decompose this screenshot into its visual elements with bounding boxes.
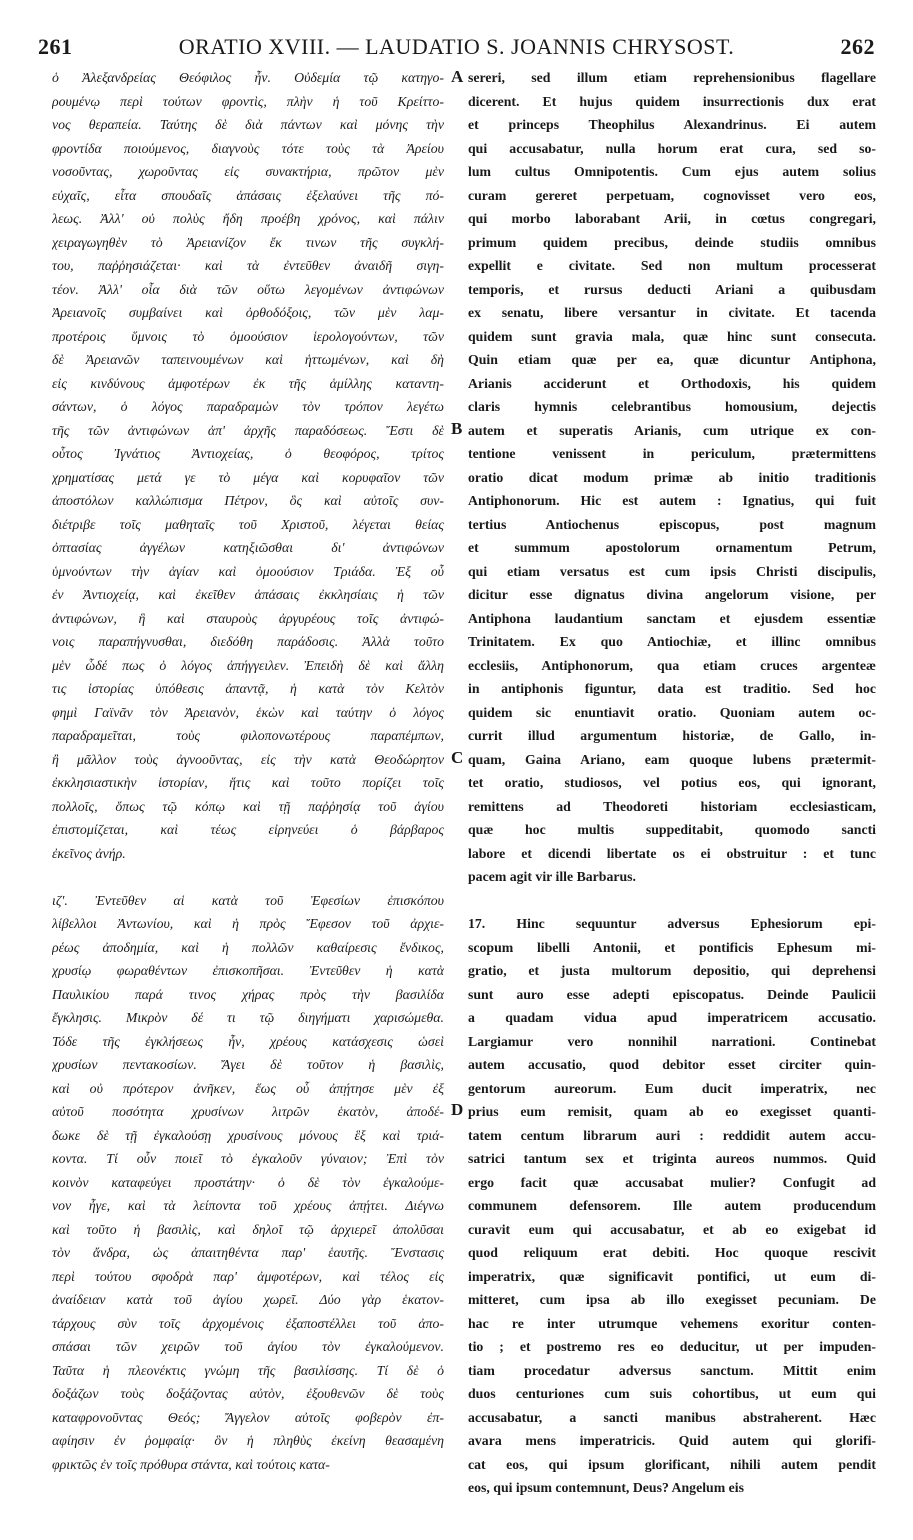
text-line: tertius Antiochenus episcopus, post magnum [468, 516, 876, 532]
text-line: καὶ οὐ πρότερον ἀνῆκεν, ἕως οὗ ἀπῄτησε μὲν ἐξ [52, 1080, 444, 1096]
text-line: χρυσίῳ φωραθέντων ἐπισκοπῆσαι. Ἐντεῦθεν ἡ κατὰ [52, 963, 444, 978]
text-line: oratio dicat modum primæ ab initio traditionis [468, 469, 876, 485]
text-line: κοινὸν καταφεύγει προστάτην· ὁ δὲ τὸν ἐγκαλούμε- [52, 1174, 444, 1190]
text-line: τάρχους σὺν τοῖς ἀρχομένοις ἐξαποστέλλει τοῦ ἀπο- [52, 1315, 444, 1331]
text-line: qui accusabatur, nulla horum erat cura, sed so- [468, 140, 876, 156]
text-line: Antiphonorum. Hic est autem : Ignatius, qui fuit [468, 493, 876, 508]
text-line: ex senatu, libere versantur in civitate. Et tacenda [468, 305, 876, 320]
text-line: gratio, et justa multorum depositio, qui deprehensi [468, 963, 876, 978]
text-line: ἐκκλησιαστικὴν ἱστορίαν, ἥτις καὶ τοῦτο πορίζει τοῖς [52, 775, 444, 790]
text-line: eos, qui ipsum contemnunt, Deus? Angelum eis [468, 1480, 744, 1495]
text-line: διέτριβε τοῖς μαθηταῖς τοῦ Χριστοῦ, λέγεται θείας [52, 516, 444, 532]
text-line: σάντων, ὁ λόγος παραδραμὼν τὸν τρόπον λεγέτω [52, 399, 444, 414]
text-line: του, παῤῥησιάζεται· καὶ τὰ ἐντεῦθεν ἀναιδῆ σιγη- [52, 258, 444, 273]
text-line: dicerent. Et hujus quidem insurrectionis dux erat [468, 93, 876, 109]
text-line: primum quidem precibus, deinde studiis omnibus [468, 234, 876, 250]
text-line: ecclesiis, Antiphonorum, qua etiam cruces argenteæ [468, 657, 876, 673]
text-line: δωκε δὲ τῇ ἐγκαλούσῃ χρυσίνους μόνους ἓξ καὶ τριά- [52, 1127, 444, 1143]
text-line: claris hymnis celebrantibus homousium, dejectis [468, 399, 876, 414]
text-line: sereri, sed illum etiam reprehensionibus flagellare [468, 70, 876, 85]
text-line: quod reliquum erat debiti. Hoc quoque rescivit [468, 1245, 876, 1260]
text-line: mitteret, cum ipsa ab illo exegisset pecuniam. De [468, 1292, 876, 1307]
text-line: et summum apostolorum ornamentum Petrum, [468, 540, 876, 555]
text-line: χειραγωγηθὲν τὸ Ἀρειανίζον ἔκ τινων τῆς συγκλή- [52, 234, 444, 250]
text-line: ἐν Ἀντιοχείᾳ, καὶ ἐκεῖθεν ἁπάσαις ἐκκλησίαις ἡ τῶν [52, 587, 444, 602]
text-line: Ταῦτα ἡ πλεονέκτις γνώμη τῆς βασιλίσσης. Τί δὲ ὁ [52, 1362, 444, 1378]
text-line: Ἀρειανοῖς συμβαίνει καὶ ὀρθοδόξοις, τῶν μὲν λαμ- [52, 305, 444, 320]
text-line: νον ἦγε, καὶ τὰ λείποντα τοῦ χρέους ἀπῄτει. Διέγνω [52, 1198, 444, 1213]
text-line: ἀποστόλων καλλώπισμα Πέτρον, ὃς καὶ αὐτοῖς συν- [52, 493, 444, 508]
text-line: lum cultus Omnipotentis. Cum ejus autem solius [468, 164, 876, 179]
text-line: quidem sic enuntiavit oratio. Quoniam autem oc- [468, 704, 876, 720]
text-line: τέον. Ἀλλ' οἷα διὰ τῶν οὕτω λεγομένων ἀντιφώνων [52, 281, 444, 297]
text-line: οὗτος Ἰγνάτιος Ἀντιοχείας, ὁ θεοφόρος, τρίτος [52, 446, 444, 461]
running-header [38, 34, 875, 64]
text-line: νοσοῦντας, χωροῦντας εἰς συνακτήρια, πρῶτον μὲν [52, 164, 444, 179]
text-line: Arianis acciderunt et Orthodoxis, his quidem [468, 375, 876, 391]
text-line: δὲ Ἀρειανῶν ταπεινουμένων καὶ ἡττωμένων, καὶ δὴ [52, 352, 444, 367]
text-line: προτέροις ὕμνοις τὸ ὁμοούσιον ἱερολογούντων, τῶν [52, 328, 444, 344]
text-line: αὐτοῦ ποσότητα χρυσίνων λιτρῶν ἑκατὸν, ἀποδέ- [52, 1104, 444, 1119]
text-line: pacem agit vir ille Barbarus. [468, 869, 636, 884]
text-line: τῆς τῶν ἀντιφώνων ἀπ' ἀρχῆς παραδόσεως. Ἔστι δὲ [52, 422, 444, 438]
text-line: Largiamur vero nonnihil narrationi. Continebat [468, 1033, 876, 1049]
text-line: φροντίδα ποιούμενος, διαγνοὺς τότε τοὺς τὰ Ἀρείου [52, 140, 444, 156]
text-line: dicitur esse dignatus divina angelorum visione, per [468, 587, 876, 602]
text-line: tiam procedatur adversus sanctum. Mittit enim [468, 1362, 876, 1378]
margin-marker-a: A [451, 67, 464, 86]
text-line: φρικτῶς ἐν τοῖς πρόθυρα στάντα, καὶ τούτοις κατα- [52, 1456, 330, 1472]
text-line: καὶ τοῦτο ἡ βασιλὶς, καὶ δηλοῖ τῷ ἀρχιερεῖ ἀπολῦσαι [52, 1221, 444, 1237]
text-line: φημὶ Γαϊνᾶν τὸν Ἀρειανὸν, ἑκὼν καὶ ταύτην ὁ λόγος [52, 704, 444, 720]
text-line: χρυσίων πεντακοσίων. Ἄγει δὲ τοῦτον ἡ βασιλὶς, [52, 1057, 444, 1072]
text-line: τὸν ἄνδρα, ὡς ἀπαιτηθέντα παρ' ἑαυτῆς. Ἔνστασις [52, 1245, 444, 1260]
text-line: πολλοῖς, ὅπως τῷ κόπῳ καὶ τῇ παῤῥησίᾳ τοῦ ἁγίου [52, 798, 444, 814]
paragraph-gap [468, 889, 876, 913]
text-line: currit illud argumentum historiæ, de Gallo, in- [468, 728, 876, 743]
text-line: λεως. Ἀλλ' οὐ πολὺς ἤδη προέβη χρόνος, καὶ πάλιν [52, 211, 444, 226]
text-line: αφίησιν ἐν ῥομφαίᾳ· ὃν ἡ πληθὺς ἐκείνη θεασαμένη [52, 1433, 444, 1448]
text-line: δοξάζων τοὺς δοξάζοντας αὐτὸν, ἐξουθενῶν δὲ τοὺς [52, 1386, 444, 1401]
text-line: ἐκεῖνος ἀνήρ. [52, 845, 126, 861]
text-line: tio ; et postremo res eo deducitur, ut per impuden- [468, 1339, 876, 1354]
text-line: in antiphonis figuntur, data est traditio. Sed hoc [468, 681, 876, 696]
text-line: Παυλικίου παρά τινος χήρας πρὸς τὴν βασιλίδα [52, 986, 444, 1002]
text-line: παραδραμεῖται, τοὺς φιλοπονωτέρους παραπέμπων, [52, 728, 444, 743]
text-line: ἀναίδειαν κατὰ τοῦ ἁγίου χωρεῖ. Δύο γὰρ ἑκατον- [52, 1292, 444, 1307]
text-line: 17. Hinc sequuntur adversus Ephesiorum epi- [468, 916, 876, 931]
text-line: gentorum aureorum. Eum ducit imperatrix, nec [468, 1080, 876, 1096]
text-line: imperatrix, quæ significavit pontifici, ut eum di- [468, 1268, 876, 1284]
text-line: καταφρονοῦντας Θεός; Ἄγγελον αὐτοῖς φοβερὸν ἐπ- [52, 1409, 444, 1425]
text-line: labore et dicendi libertate os ei obstruitur : et tunc [468, 845, 876, 861]
text-line: quæ hoc multis suppeditabit, quomodo sancti [468, 822, 876, 837]
text-line: communem defensorem. Ille autem producendum [468, 1198, 876, 1213]
latin-text-column [468, 66, 876, 1500]
text-line: satrici tantum sex et triginta aureos nummos. Quid [468, 1151, 876, 1166]
text-line: ὑμνούντων τὴν ἁγίαν καὶ ὁμοούσιον Τριάδα. Ἐξ οὗ [52, 563, 444, 579]
text-line: quidem sunt gravia mala, quæ hinc sunt consecuta. [468, 328, 876, 344]
greek-text-column [52, 66, 444, 1476]
text-line: νος θεραπεία. Ταύτης δὲ διὰ πάντων καὶ μόνης τὴν [52, 117, 444, 132]
text-line: Antiphona laudantium sanctam et ejusdem essentiæ [468, 610, 876, 626]
text-line: tatem centum librarum auri : reddidit autem accu- [468, 1127, 876, 1143]
text-line: quam, Gaina Ariano, eam quoque lubens prætermit- [468, 751, 876, 767]
margin-marker-b: B [451, 419, 463, 438]
text-line: qui morbo laborabant Arii, in cœtus congregari, [468, 211, 876, 226]
text-line: curavit eum qui accusabatur, et ab eo exigebat id [468, 1221, 876, 1237]
text-line: εὐχαῖς, εἶτα σπουδαῖς ἁπάσαις ἐξελαύνει τῆς πό- [52, 187, 444, 203]
text-line: sunt auro esse adepti episcopatus. Deinde Paulicii [468, 986, 876, 1002]
text-line: εἰς κινδύνους ἀμφοτέρων ἐκ τῆς ἁμίλλης καταντη- [52, 375, 444, 391]
text-line: περὶ τούτου σφοδρὰ παρ' ἀμφοτέρων, καὶ τέλος εἰς [52, 1268, 444, 1284]
text-line: accusabatur, a sancti manibus abstraherent. Hæc [468, 1409, 876, 1425]
text-line: remittens ad Theodoreti historiam ecclesiasticam, [468, 798, 876, 814]
margin-marker-d: D [451, 1100, 464, 1119]
text-line: χρηματίσας μετά γε τὸ μέγα καὶ κορυφαῖον τῶν [52, 469, 444, 485]
text-line: ιζ'. Ἐντεῦθεν αἱ κατὰ τοῦ Ἐφεσίων ἐπισκόπου [52, 892, 444, 908]
text-line: κοντα. Τί οὖν ποιεῖ τὸ ἐγκαλοῦν γύναιον; Ἐπὶ τὸν [52, 1151, 444, 1166]
text-line: et princeps Theophilus Alexandrinus. Ei autem [468, 117, 876, 132]
text-line: μὲν ὧδέ πως ὁ λόγος ἀπήγγειλεν. Ἐπειδὴ δὲ καὶ ἄλλη [52, 657, 444, 673]
text-line: duos centuriones cum suis cohortibus, ut eum qui [468, 1386, 876, 1401]
text-line: avara mens imperatricis. Quid autem qui glorifi- [468, 1433, 876, 1448]
text-line: prius eum remisit, quam ab eo exegisset quanti- [468, 1104, 876, 1119]
text-line: ἢ μᾶλλον τοὺς ἀγνοοῦντας, εἰς τὴν κατὰ Θεοδώρητον [52, 751, 444, 767]
text-line: σπάσαι τῶν χειρῶν τοῦ ἁγίου τὸν ἐγκαλούμενον. [52, 1339, 444, 1354]
text-line: qui etiam versatus est cum ipsis Christi discipulis, [468, 563, 876, 579]
text-line: ὁ Ἀλεξανδρείας Θεόφιλος ἦν. Οὐδεμία τῷ κατηγο- [52, 70, 444, 85]
text-line: ἔγκλησις. Μικρὸν δέ τι τῷ διηγήματι χαρισώμεθα. [52, 1010, 444, 1025]
text-line: scopum libelli Antonii, et pontificis Ephesum mi- [468, 939, 876, 955]
text-line: cat eos, qui ipsum glorificant, nihili autem pendit [468, 1456, 876, 1472]
text-line: Τόδε τῆς ἐγκλήσεως ἦν, χρέους κατάσχεσις ὡσεὶ [52, 1033, 444, 1049]
text-line: tentione venissent in periculum, prætermittens [468, 446, 876, 461]
text-line: ρουμένῳ περὶ τούτων φροντὶς, πλὴν ἡ τοῦ Κρείττο- [52, 93, 444, 109]
text-line: expellit e civitate. Sed non multum processerat [468, 258, 876, 273]
text-line: temporis, et rursus deducti Ariani a quibusdam [468, 281, 876, 297]
text-line: autem et superatis Arianis, cum utrique ex con- [468, 422, 876, 438]
text-line: Trinitatem. Ex quo Antiochiæ, et illinc omnibus [468, 634, 876, 649]
left-page-number: 261 [38, 34, 73, 59]
paragraph-gap [52, 865, 444, 889]
text-line: Quin etiam quæ per ea, quæ dicuntur Antiphona, [468, 352, 876, 367]
text-line: ἀντιφώνων, ἣ καὶ σταυροὺς ἀργυρέους τοῖς ἀντιφώ- [52, 610, 444, 626]
margin-marker-c: C [451, 748, 464, 767]
text-line: a quadam vidua apud imperatricem accusatio. [468, 1010, 876, 1025]
text-line: autem accusatio, quod debitor esset circiter quin- [468, 1057, 876, 1072]
text-line: τις ἱστορίας ὑπόθεσις ἀπαντᾷ, ἡ κατὰ τὸν Κελτὸν [52, 681, 444, 696]
text-line: ἐπιστομίζεται, καὶ τέως εἰρηνεύει ὁ βάρβαρος [52, 822, 444, 837]
text-line: ergo facit quæ accusabat mulier? Confugit ad [468, 1174, 876, 1190]
text-line: ὀπτασίας ἀγγέλων κατηξιῶσθαι δι' ἀντιφώνων [52, 540, 444, 555]
right-page-number: 262 [840, 34, 875, 59]
running-title: ORATIO XVIII. — LAUDATIO S. JOANNIS CHRYSOST. [178, 34, 735, 59]
text-line: tet oratio, studiosos, vel potius eos, qui ignorant, [468, 775, 876, 790]
text-line: ρέως ἀποδημία, καὶ ἡ πολλῶν καθαίρεσις ἔνδικος, [52, 939, 444, 955]
text-line: νοις παραπήγνυσθαι, διεδόθη παράδοσις. Ἀλλὰ τοῦτο [52, 634, 444, 649]
text-line: hac re inter utrumque vehemens exoritur conten- [468, 1315, 876, 1331]
text-line: λίβελλοι Ἀντωνίου, καὶ ἡ πρὸς Ἔφεσον τοῦ ἀρχιε- [52, 916, 444, 931]
text-line: curam gereret perpetuam, cognovisset vero eos, [468, 187, 876, 203]
